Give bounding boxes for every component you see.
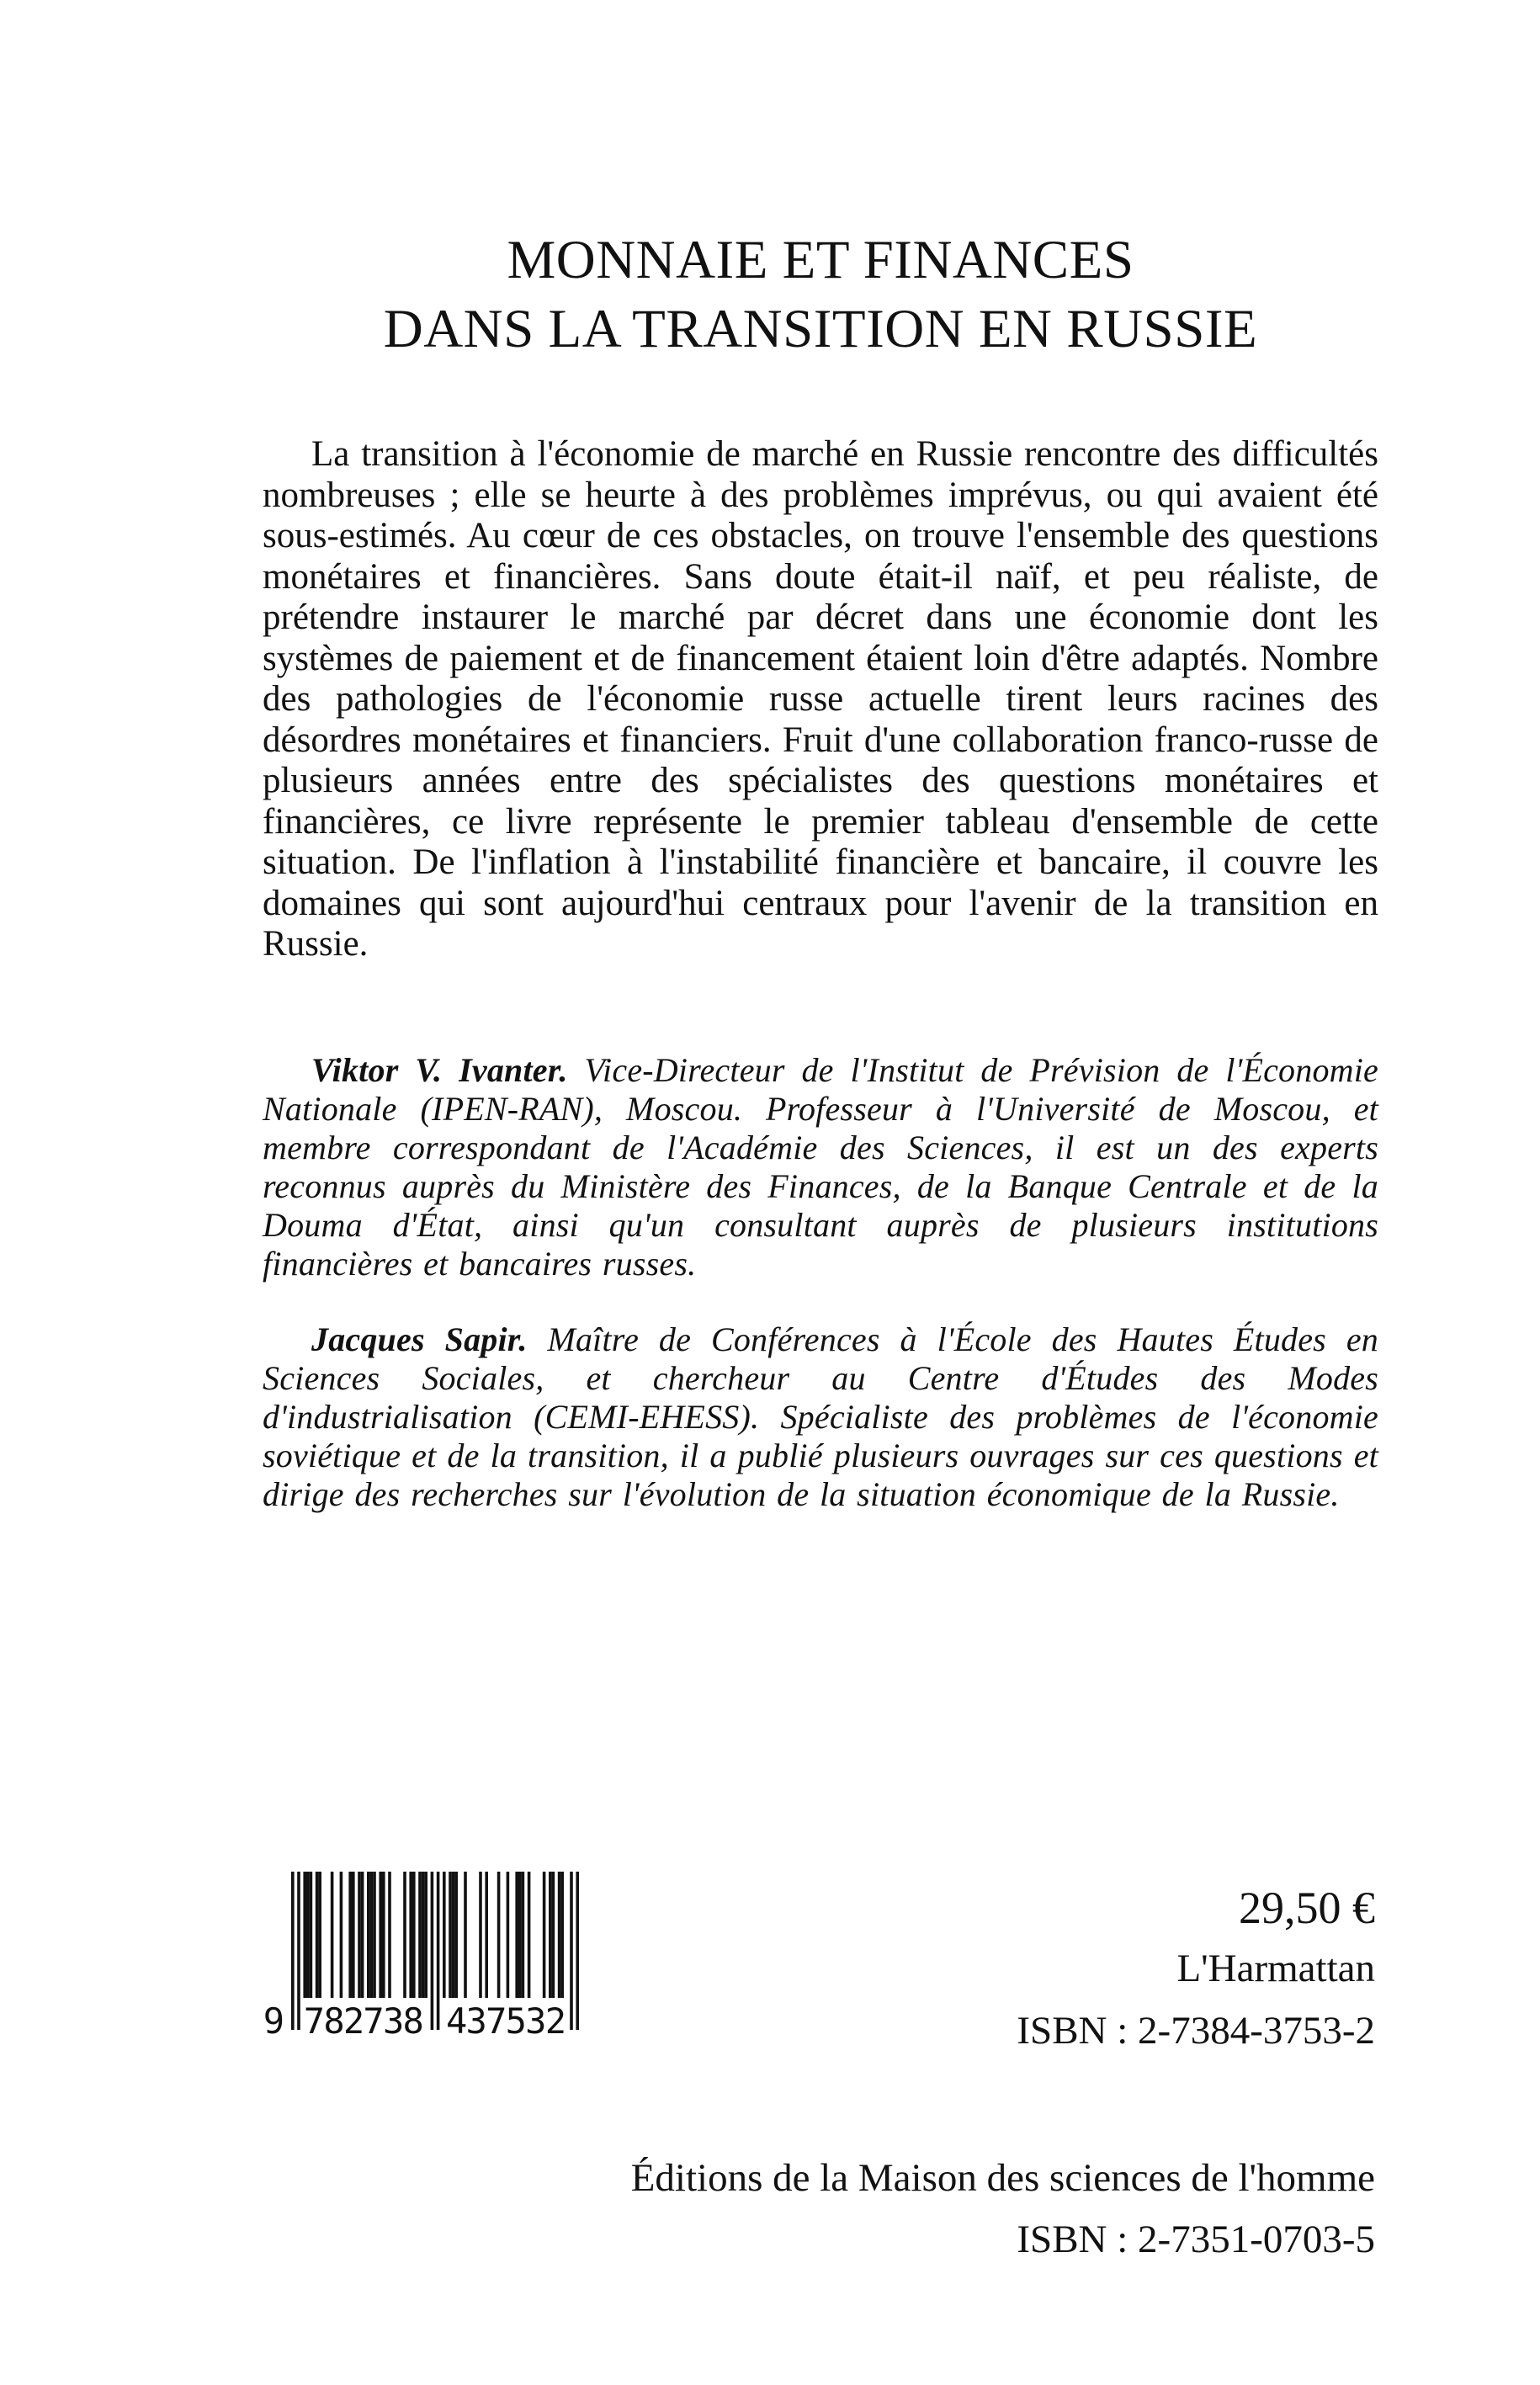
price: 29,50 € bbox=[1239, 1883, 1375, 1933]
cover-text-column bbox=[263, 226, 1378, 1514]
author-bio-ivanter bbox=[263, 1051, 1378, 1283]
author-bio-sapir bbox=[263, 1320, 1378, 1514]
svg-text:782738: 782738 bbox=[303, 2000, 424, 2040]
author-name-sapir: Jacques Sapir. bbox=[311, 1320, 528, 1358]
footer-isbn-line: ISBN : 2-7351-0703-5 bbox=[1017, 2218, 1375, 2261]
barcode bbox=[258, 1872, 594, 2040]
barcode-svg bbox=[258, 1872, 594, 2040]
isbn-harmattan: ISBN : 2-7384-3753-2 bbox=[1017, 2009, 1375, 2053]
publisher-name: L'Harmattan bbox=[1176, 1947, 1375, 1990]
author-bio-text-ivanter: Vice-Directeur de l'Institut de Prévision de l'Économie Nationale (IPEN-RAN), Moscou. Professeur à l'Université de Moscou, et membre correspondant de l'Académie des Sciences, il est un des experts reconnus auprès du Ministère des Finances, de la Banque Centrale et de la Douma d'État, ainsi qu'un consultant auprès de plusieurs institutions financières et bancaires russes. bbox=[263, 1050, 1378, 1283]
title-line-1: MONNAIE ET FINANCES bbox=[507, 230, 1134, 290]
author-bio-text-sapir: Maître de Conférences à l'École des Hautes Études en Sciences Sociales, et chercheur au Centre d'Études des Modes d'industrialisation (CEMI-EHESS). Spécialiste des problèmes de l'économie soviétique et de la transition, il a publié plusieurs ouvrages sur ces questions et dirige des recherches sur l'évolution de la situation économique de la Russie. bbox=[263, 1320, 1378, 1513]
title-line-2: DANS LA TRANSITION EN RUSSIE bbox=[383, 299, 1258, 359]
price-block bbox=[1017, 1878, 1375, 2062]
footer-block bbox=[631, 2148, 1375, 2271]
page-title bbox=[263, 226, 1378, 364]
synopsis-paragraph: La transition à l'économie de marché en Russie rencontre des difficultés nombreuses ; elle se heurte à des problèmes imprévus, ou qui avaient été sous-estimés. Au cœur de ces obstacles, on trouve l'ensemble des questions monétaires et financières. Sans doute était-il naïf, et peu réaliste, de prétendre instaurer le marché par décret dans une économie dont les systèmes de paiement et de financement étaient loin d'être adaptés. Nombre des pathologies de l'économie russe actuelle tirent leurs racines des désordres monétaires et financiers. Fruit d'une collaboration franco-russe de plusieurs années entre des spécialistes des questions monétaires et financières, ce livre représente le premier tableau d'ensemble de cette situation. De l'inflation à l'instabilité financière et bancaire, il couvre les domaines qui sont aujourd'hui centraux pour l'avenir de la transition en Russie. bbox=[263, 434, 1378, 964]
author-name-ivanter: Viktor V. Ivanter. bbox=[311, 1050, 568, 1089]
svg-text:9: 9 bbox=[263, 2000, 284, 2040]
svg-text:437532: 437532 bbox=[446, 2000, 566, 2040]
footer-editions-line: Éditions de la Maison des sciences de l'homme bbox=[630, 2156, 1375, 2200]
